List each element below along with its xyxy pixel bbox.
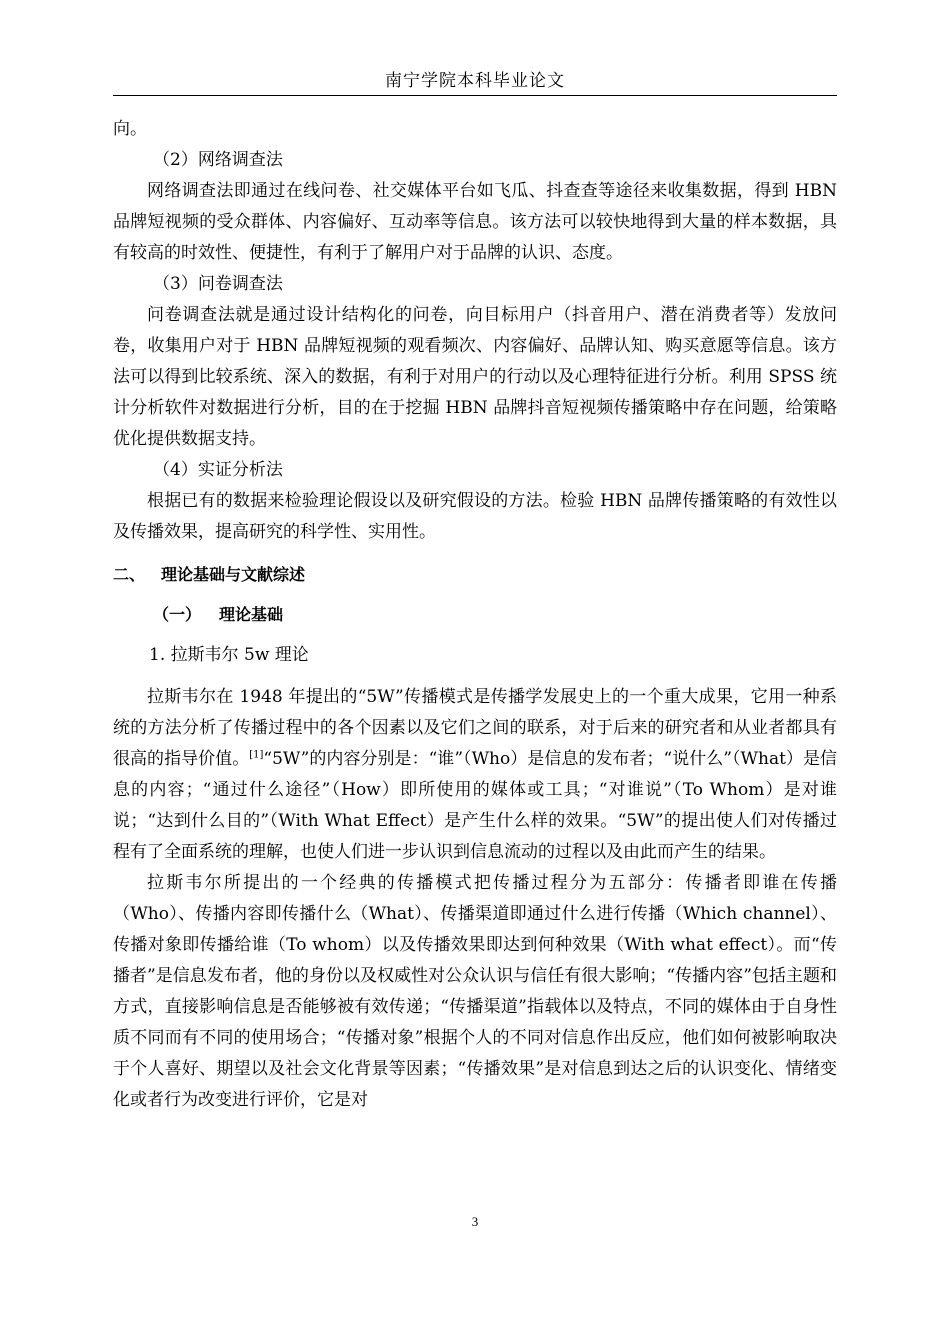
document-body	[113, 114, 837, 1116]
subsubsection-heading: 1. 拉斯韦尔 5w 理论	[149, 645, 309, 665]
paragraph-5w-part2: “5W”的内容分别是：“谁”（Who）是信息的发布者；“说什么”（What）是信息的内容；“通过什么途径”（How）即所使用的媒体或工具；“对谁说”（To Whom）是对谁说；“达到什么目的”（With What Effect）是产生什么样的效果。“5W”的提出使人们对传播过程有了全面系统的理解，也使人们进一步认识到信息流动的过程以及由此而产生的结果。	[113, 749, 837, 862]
subheading-questionnaire: （3）问卷调查法	[153, 274, 283, 294]
subsection-title: 理论基础	[219, 605, 284, 624]
citation-mark: [1]	[249, 749, 264, 761]
paragraph-network-survey: 网络调查法即通过在线问卷、社交媒体平台如飞瓜、抖查查等途径来收集数据，得到 HBN 品牌短视频的受众群体、内容偏好、互动率等信息。该方法可以较快地得到大量的样本数据，具有较高的时效性、便捷性，有利于了解用户对于品牌的认识、态度。	[113, 181, 837, 263]
paragraph-empirical: 根据已有的数据来检验理论假设以及研究假设的方法。检验 HBN 品牌传播策略的有效性以及传播效果，提高研究的科学性、实用性。	[113, 491, 837, 542]
paragraph-5w-model	[113, 682, 837, 868]
paragraph-continuation: 向。	[113, 119, 147, 139]
subheading-empirical: （4）实证分析法	[153, 460, 283, 480]
section-heading	[113, 560, 837, 590]
paragraph-5w-elements: 拉斯韦尔所提出的一个经典的传播模式把传播过程分为五部分：传播者即谁在传播（Who）、传播内容即传播什么（What）、传播渠道即通过什么进行传播（Which channel）、传播对象即传播给谁（To whom）以及传播效果即达到何种效果（With what effect）。而“传播者”是信息发布者，他的身份以及权威性对公众认识与信任有很大影响；“传播内容”包括主题和方式，直接影响信息是否能够被有效传递；“传播渠道”指载体以及特点，不同的媒体由于自身性质不同而有不同的使用场合；“传播对象”根据个人的不同对信息作出反应，他们如何被影响取决于个人喜好、期望以及社会文化背景等因素；“传播效果”是对信息到达之后的认识变化、情绪变化或者行为改变进行评价，它是对	[113, 873, 837, 1110]
section-number: 二、	[113, 565, 146, 584]
paragraph-5w-part1: 拉斯韦尔在 1948 年提出的“5W”传播模式是传播学发展史上的一个重大成果，它用一种系统的方法分析了传播过程中的各个因素以及它们之间的联系，对于后来的研究者和从业者都具有很高的指导价值。	[113, 687, 837, 769]
header-rule	[113, 95, 837, 96]
subheading-network-survey: （2）网络调查法	[153, 150, 283, 170]
page-header-title: 南宁学院本科毕业论文	[385, 71, 565, 91]
page-number: 3	[471, 1214, 479, 1229]
subsection-number: （一）	[153, 605, 202, 624]
section-title: 理论基础与文献综述	[161, 565, 306, 584]
paragraph-questionnaire: 问卷调查法就是通过设计结构化的问卷，向目标用户（抖音用户、潜在消费者等）发放问卷，收集用户对于 HBN 品牌短视频的观看频次、内容偏好、品牌认知、购买意愿等信息。该方法可以得到比较系统、深入的数据，有利于对用户的行动以及心理特征进行分析。利用 SPSS 统计分析软件对数据进行分析，目的在于挖掘 HBN 品牌抖音短视频传播策略中存在问题，给策略优化提供数据支持。	[113, 305, 837, 449]
subsection-heading	[153, 600, 837, 630]
